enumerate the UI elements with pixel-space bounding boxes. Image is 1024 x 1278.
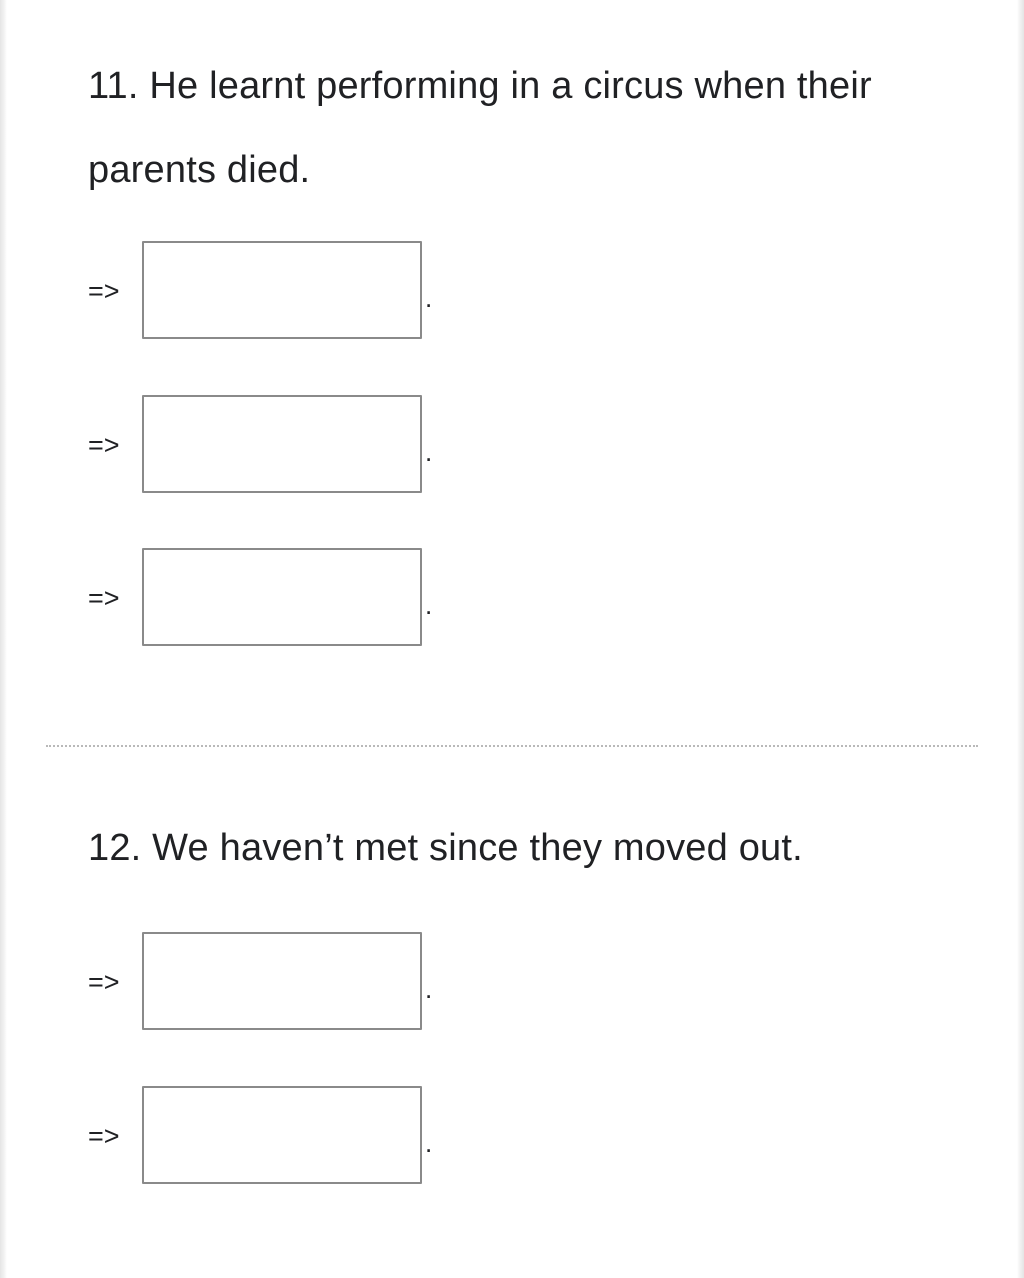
question-11-answer-row-2	[88, 395, 488, 495]
question-11-answer-box-2[interactable]	[142, 395, 422, 493]
arrow-label: =>	[88, 276, 120, 306]
period-mark: .	[425, 283, 433, 313]
question-12-text: 12. We haven’t met since they moved out.	[88, 827, 803, 869]
question-12-answer-row-2	[88, 1086, 488, 1186]
period-mark: .	[425, 974, 433, 1004]
question-11-answer-box-1[interactable]	[142, 241, 422, 339]
question-11-text: 11. He learnt performing in a circus when their parents died.	[88, 65, 872, 191]
dotted-divider	[46, 745, 978, 747]
arrow-label: =>	[88, 430, 120, 460]
period-mark: .	[425, 1128, 433, 1158]
question-12-answer-box-2[interactable]	[142, 1086, 422, 1184]
question-11-answer-row-3	[88, 548, 488, 648]
arrow-label: =>	[88, 583, 120, 613]
arrow-label: =>	[88, 1121, 120, 1151]
question-11-answer-box-3[interactable]	[142, 548, 422, 646]
period-mark: .	[425, 590, 433, 620]
arrow-label: =>	[88, 967, 120, 997]
left-page-edge	[0, 0, 7, 1278]
period-mark: .	[425, 437, 433, 467]
question-12-answer-row-1	[88, 932, 488, 1032]
question-12-answer-box-1[interactable]	[142, 932, 422, 1030]
question-11-answer-row-1	[88, 241, 488, 341]
right-page-edge	[1017, 0, 1024, 1278]
